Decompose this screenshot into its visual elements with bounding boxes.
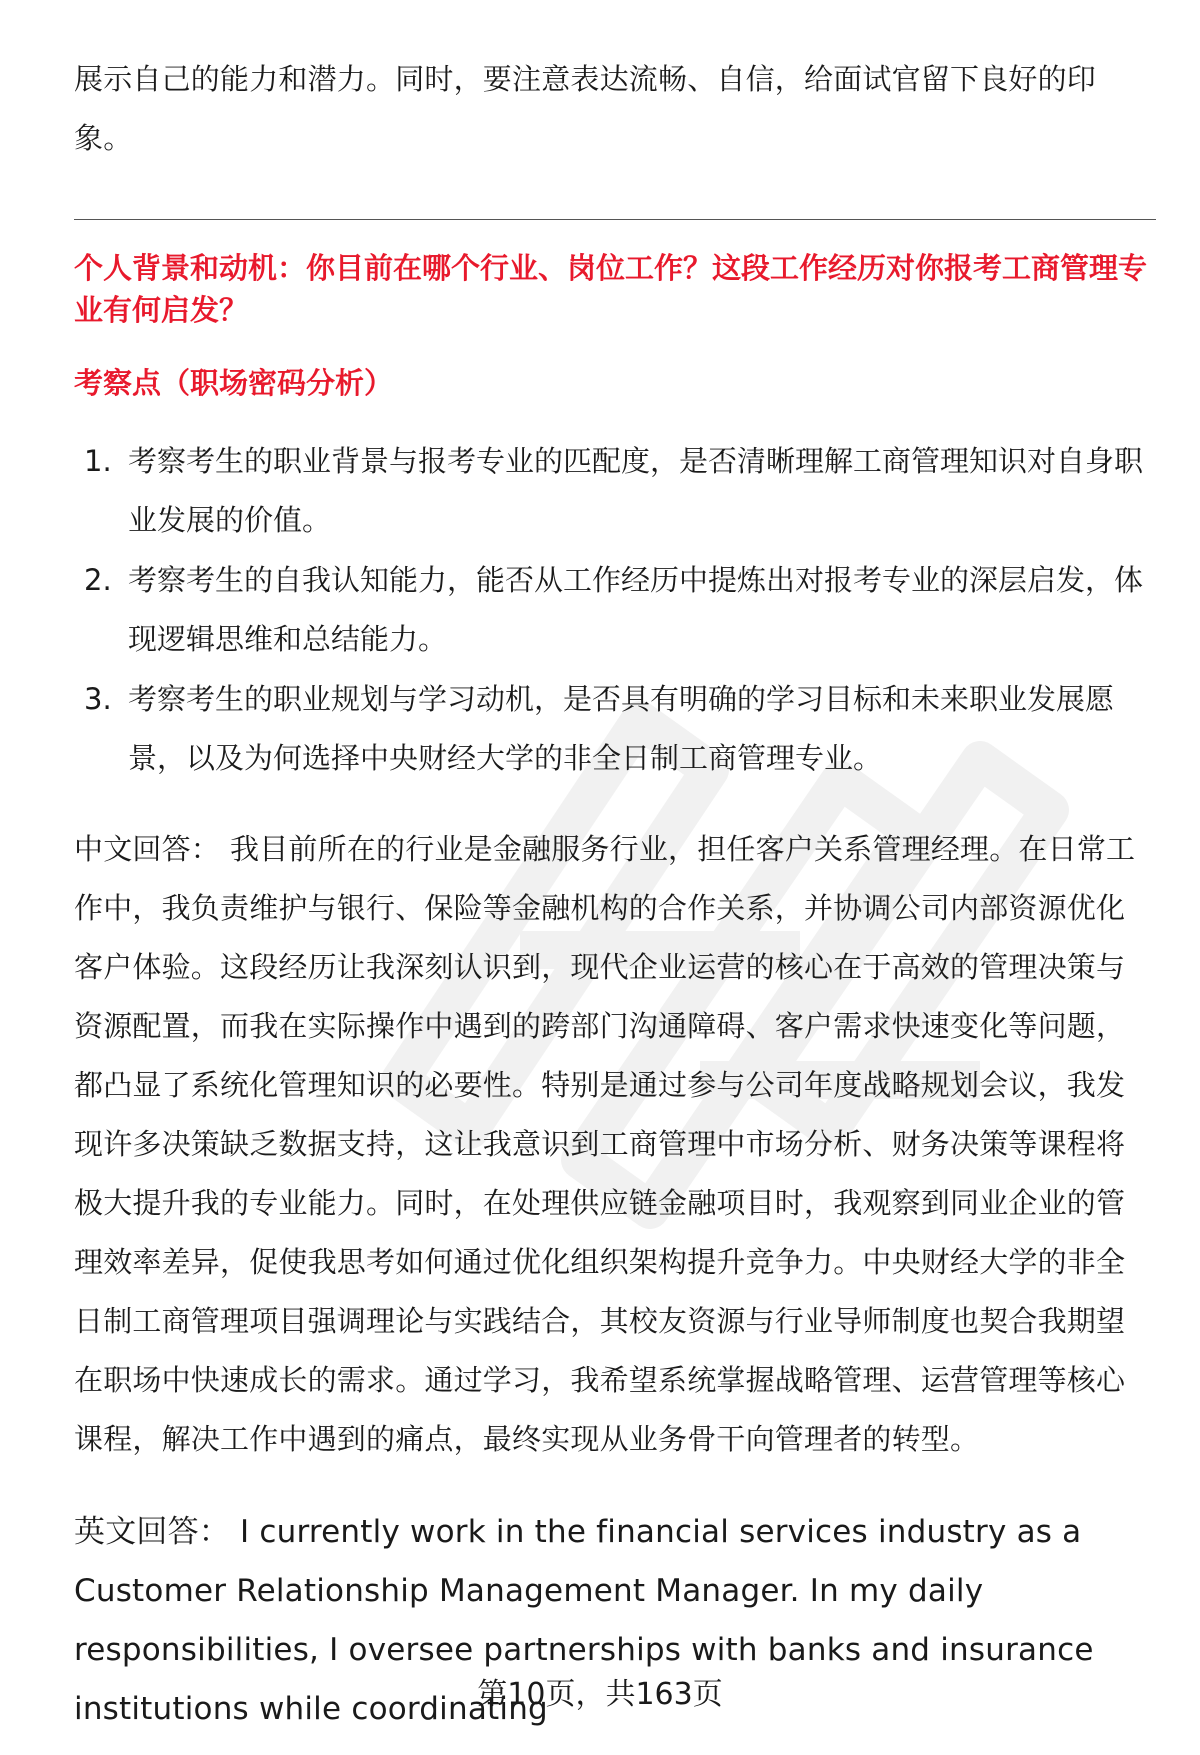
exam-point-number: 1.	[84, 444, 112, 478]
english-answer-text: I currently work in the financial services industry as a Customer Relationship Management Manager. In my daily responsibilities, I oversee partnerships with banks and insurance institutions while coordinating	[74, 1514, 1094, 1727]
exam-point-text: 考察考生的职业规划与学习动机，是否具有明确的学习目标和未来职业发展愿景，以及为何选择中央财经大学的非全日制工商管理专业。	[128, 682, 1115, 775]
exam-point-item	[74, 432, 1156, 550]
exam-point-number: 2.	[84, 563, 112, 597]
exam-point-text: 考察考生的自我认知能力，能否从工作经历中提炼出对报考专业的深层启发，体现逻辑思维和总结能力。	[128, 563, 1144, 656]
exam-points-title: 考察点（职场密码分析）	[74, 366, 394, 400]
chinese-answer-text: 我目前所在的行业是金融服务行业，担任客户关系管理经理。在日常工作中，我负责维护与银行、保险等金融机构的合作关系，并协调公司内部资源优化客户体验。这段经历让我深刻认识到，现代企业运营的核心在于高效的管理决策与资源配置，而我在实际操作中遇到的跨部门沟通障碍、客户需求快速变化等问题，都凸显了系统化管理知识的必要性。特别是通过参与公司年度战略规划会议，我发现许多决策缺乏数据支持，这让我意识到工商管理中市场分析、财务决策等课程将极大提升我的专业能力。同时，在处理供应链金融项目时，我观察到同业企业的管理效率差异，促使我思考如何通过优化组织架构提升竞争力。中央财经大学的非全日制工商管理项目强调理论与实践结合，其校友资源与行业导师制度也契合我期望在职场中快速成长的需求。通过学习，我希望系统掌握战略管理、运营管理等核心课程，解决工作中遇到的痛点，最终实现从业务骨干向管理者的转型。	[74, 832, 1136, 1456]
question-heading: 个人背景和动机：你目前在哪个行业、岗位工作？这段工作经历对你报考工商管理专业有何启发？	[74, 251, 1148, 327]
exam-point-item	[74, 670, 1156, 788]
section-divider	[74, 219, 1156, 220]
chinese-answer	[74, 820, 1154, 1469]
chinese-answer-label: 中文回答：	[74, 832, 221, 866]
exam-point-item	[74, 551, 1156, 669]
exam-point-text: 考察考生的职业背景与报考专业的匹配度，是否清晰理解工商管理知识对自身职业发展的价值。	[128, 444, 1144, 537]
intro-paragraph: 展示自己的能力和潜力。同时，要注意表达流畅、自信，给面试官留下良好的印象。	[74, 62, 1097, 155]
page-number-footer: 第10页，共163页	[477, 1677, 723, 1712]
exam-points-list	[74, 432, 1156, 789]
exam-point-number: 3.	[84, 682, 112, 716]
english-answer-label: 英文回答：	[74, 1514, 230, 1550]
